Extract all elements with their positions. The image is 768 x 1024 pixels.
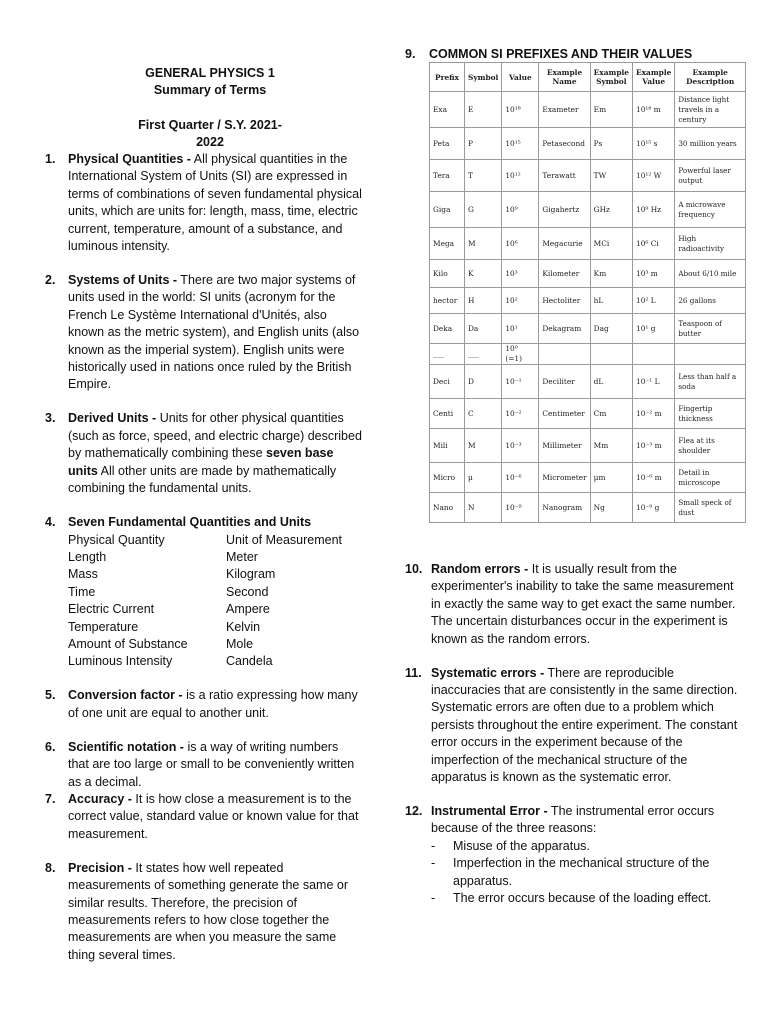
column-header: Example Symbol bbox=[590, 63, 632, 92]
example-name-cell: Exameter bbox=[539, 92, 590, 128]
prefix-row bbox=[430, 365, 746, 399]
term-precision bbox=[42, 860, 362, 964]
item-number: 7. bbox=[45, 791, 56, 806]
unit-header: Unit of Measurement bbox=[226, 532, 343, 547]
symbol-cell: Da bbox=[465, 314, 502, 344]
example-value-cell: 10⁻¹ L bbox=[633, 365, 675, 399]
example-symbol-cell bbox=[590, 344, 632, 365]
example-description-cell: Detail in microscope bbox=[675, 463, 746, 493]
example-name-cell: Dekagram bbox=[539, 314, 590, 344]
column-header: Prefix bbox=[430, 63, 465, 92]
prefix-row bbox=[430, 160, 746, 192]
term-instrumental-error bbox=[405, 803, 745, 907]
item-number: 1. bbox=[45, 152, 56, 166]
example-name-cell: Petasecond bbox=[539, 128, 590, 160]
term-definition: The instrumental error occurs because of the three reasons: bbox=[431, 804, 715, 836]
example-symbol-cell: dL bbox=[590, 365, 632, 399]
prefix-row bbox=[430, 463, 746, 493]
prefix-row bbox=[430, 192, 746, 228]
term-systems-of-units bbox=[42, 272, 362, 394]
prefix-row bbox=[430, 344, 746, 365]
example-name-cell: Megacurie bbox=[539, 228, 590, 260]
symbol-cell: T bbox=[465, 160, 502, 192]
prefix-cell: Deka bbox=[430, 314, 465, 344]
prefix-cell: Mili bbox=[430, 429, 465, 463]
unit-cell: Kelvin bbox=[226, 619, 261, 634]
prefix-cell: Kilo bbox=[430, 260, 465, 288]
example-description-cell bbox=[675, 344, 746, 365]
quantity-header: Physical Quantity bbox=[68, 532, 165, 547]
quantity-cell: Amount of Substance bbox=[68, 636, 188, 651]
reason-item bbox=[431, 890, 745, 907]
value-cell: 10⁻⁹ bbox=[502, 493, 539, 523]
item-number: 10. bbox=[405, 562, 423, 576]
example-description-cell: 30 million years bbox=[675, 128, 746, 160]
value-cell: 10¹⁵ bbox=[502, 128, 539, 160]
term-label: Instrumental Error - bbox=[431, 804, 548, 819]
term-label: Accuracy - bbox=[68, 791, 132, 806]
item-number: 12. bbox=[405, 804, 423, 819]
example-symbol-cell: Em bbox=[590, 92, 632, 128]
term-fundamental-quantities bbox=[42, 514, 362, 671]
prefix-cell: Deci bbox=[430, 365, 465, 399]
prefix-cell: Exa bbox=[430, 92, 465, 128]
reason-item bbox=[431, 838, 745, 855]
quantity-cell: Mass bbox=[68, 567, 98, 582]
prefix-row bbox=[430, 92, 746, 128]
section-title-text: COMMON SI PREFIXES AND THEIR VALUES bbox=[429, 47, 693, 61]
document-subtitle: Summary of Terms bbox=[153, 83, 267, 97]
reason-item bbox=[431, 855, 745, 890]
term-scientific-notation bbox=[42, 739, 362, 791]
example-value-cell: 10⁻² m bbox=[633, 399, 675, 429]
value-cell: 10⁻² bbox=[502, 399, 539, 429]
example-symbol-cell: Ng bbox=[590, 493, 632, 523]
term-definition: It states how well repeated measurements of something generate the same or similar results. Therefore, the precision of measurements refers to how close together the measurements are when you measure the same thing several times. bbox=[68, 860, 349, 962]
prefix-row bbox=[430, 288, 746, 314]
example-description-cell: 26 gallons bbox=[675, 288, 746, 314]
table-header-row bbox=[430, 63, 746, 92]
example-symbol-cell: Dag bbox=[590, 314, 632, 344]
value-cell: 10⁻⁶ bbox=[502, 463, 539, 493]
term-definition: There are reproducible inaccuracies that are consistently in the same direction. Systematic errors are often due to a problem which persists throughout the entire experiment. The constant error occurs in the experiment because of the imperfection of the mechanical structure of the apparatus is known as the systematic error. bbox=[431, 665, 738, 785]
dash-bullet: - bbox=[431, 838, 436, 853]
term-accuracy bbox=[42, 791, 362, 843]
column-header: Example Description bbox=[675, 63, 746, 92]
value-cell: 10³ bbox=[502, 260, 539, 288]
example-symbol-cell: Cm bbox=[590, 399, 632, 429]
example-symbol-cell: MCi bbox=[590, 228, 632, 260]
value-cell: 10⁰ (=1) bbox=[502, 344, 539, 365]
prefix-row bbox=[430, 429, 746, 463]
prefix-cell: hector bbox=[430, 288, 465, 314]
term-physical-quantities bbox=[42, 151, 362, 255]
example-name-cell: Gigahertz bbox=[539, 192, 590, 228]
prefix-row bbox=[430, 314, 746, 344]
item-number: 4. bbox=[45, 515, 56, 530]
term-label: Scientific notation - bbox=[68, 739, 184, 754]
example-description-cell: A microwave frequency bbox=[675, 192, 746, 228]
example-value-cell: 10⁻⁶ m bbox=[633, 463, 675, 493]
example-description-cell: Less than half a soda bbox=[675, 365, 746, 399]
example-name-cell: Hectoliter bbox=[539, 288, 590, 314]
example-symbol-cell: Mm bbox=[590, 429, 632, 463]
value-cell: 10⁶ bbox=[502, 228, 539, 260]
prefix-section-title bbox=[405, 47, 692, 61]
symbol-cell: E bbox=[465, 92, 502, 128]
term-definition-cont: All other units are made by mathematically combining the fundamental units. bbox=[68, 463, 337, 496]
dash-bullet: - bbox=[431, 856, 436, 871]
reason-text: Misuse of the apparatus. bbox=[453, 838, 590, 853]
example-name-cell: Terawatt bbox=[539, 160, 590, 192]
example-value-cell: 10¹² W bbox=[633, 160, 675, 192]
term-definition: There are two major systems of units used in the world: SI units (acronym for the French Le Système International d'Unités, also known as the metric system), and English units (also known as the imperial system). English units were historically used in nations once ruled by the British Empire. bbox=[68, 273, 360, 392]
example-description-cell: Fingertip thickness bbox=[675, 399, 746, 429]
prefix-cell: Giga bbox=[430, 192, 465, 228]
example-description-cell: Powerful laser output bbox=[675, 160, 746, 192]
prefix-cell: Nano bbox=[430, 493, 465, 523]
column-header: Value bbox=[502, 63, 539, 92]
symbol-cell: ___ bbox=[465, 344, 502, 365]
term-label: Conversion factor - bbox=[68, 688, 183, 703]
example-name-cell: Micrometer bbox=[539, 463, 590, 493]
right-column bbox=[405, 561, 745, 924]
term-definition: is a way of writing numbers that are too large or small to be conveniently written as a decimal. bbox=[68, 739, 355, 789]
unit-cell: Kilogram bbox=[226, 567, 276, 582]
unit-cell: Candela bbox=[226, 654, 273, 669]
term-label: Systematic errors - bbox=[431, 665, 545, 680]
term-conversion-factor bbox=[42, 687, 362, 722]
prefix-row bbox=[430, 228, 746, 260]
symbol-cell: µ bbox=[465, 463, 502, 493]
unit-cell: Meter bbox=[226, 549, 258, 564]
example-value-cell: 10¹ g bbox=[633, 314, 675, 344]
symbol-cell: C bbox=[465, 399, 502, 429]
reason-text: Imperfection in the mechanical structure of the apparatus. bbox=[453, 856, 710, 888]
term-systematic-errors bbox=[405, 665, 745, 787]
example-symbol-cell: Km bbox=[590, 260, 632, 288]
quantity-cell: Length bbox=[68, 549, 107, 564]
term-random-errors bbox=[405, 561, 745, 648]
example-value-cell: 10⁻⁹ g bbox=[633, 493, 675, 523]
item-number: 11. bbox=[405, 665, 422, 680]
symbol-cell: M bbox=[465, 429, 502, 463]
example-description-cell: Distance light travels in a century bbox=[675, 92, 746, 128]
value-cell: 10¹⁸ bbox=[502, 92, 539, 128]
si-prefix-table bbox=[429, 62, 746, 523]
prefix-cell: Centi bbox=[430, 399, 465, 429]
prefix-cell: ___ bbox=[430, 344, 465, 365]
example-value-cell: 10³ m bbox=[633, 260, 675, 288]
term-label: Systems of Units - bbox=[68, 273, 178, 288]
example-value-cell: 10⁶ Ci bbox=[633, 228, 675, 260]
example-value-cell: 10¹⁵ s bbox=[633, 128, 675, 160]
term-definition: All physical quantities in the International System of Units (SI) are expressed in terms of combinations of seven fundamental physical units, which are units for: length, mass, time, electric current, temperature, amount of a substance, and luminous intensity. bbox=[68, 152, 362, 254]
term-label: Precision - bbox=[68, 860, 132, 875]
unit-cell: Second bbox=[226, 584, 269, 599]
example-description-cell: Flea at its shoulder bbox=[675, 429, 746, 463]
term-label: Derived Units - bbox=[68, 411, 157, 426]
term-label: Physical Quantities - bbox=[68, 152, 191, 166]
example-value-cell bbox=[633, 344, 675, 365]
prefix-table-body bbox=[430, 92, 746, 523]
course-title: GENERAL PHYSICS 1 bbox=[145, 66, 275, 80]
term-emphasis: seven base units bbox=[68, 446, 334, 478]
term-definition: is a ratio expressing how many of one unit are equal to another unit. bbox=[68, 688, 358, 720]
prefix-cell: Peta bbox=[430, 128, 465, 160]
term-label: Random errors - bbox=[431, 562, 529, 576]
unit-cell: Ampere bbox=[226, 602, 270, 617]
value-cell: 10¹ bbox=[502, 314, 539, 344]
item-number: 9. bbox=[405, 47, 416, 61]
value-cell: 10⁻³ bbox=[502, 429, 539, 463]
value-cell: 10¹² bbox=[502, 160, 539, 192]
quantity-cell: Luminous Intensity bbox=[68, 654, 173, 669]
quarter-label: First Quarter / S.Y. 2021-2022 bbox=[138, 118, 282, 149]
example-description-cell: Teaspoon of butter bbox=[675, 314, 746, 344]
value-cell: 10⁻¹ bbox=[502, 365, 539, 399]
item-number: 2. bbox=[45, 273, 56, 288]
column-header: Example Value bbox=[633, 63, 675, 92]
term-definition: It is usually result from the experimenter's inability to take the same measurement in exactly the same way to get exact the same number. The uncertain disturbances occur in the experiment is known as the random errors. bbox=[431, 562, 736, 646]
term-label: Seven Fundamental Quantities and Units bbox=[68, 515, 312, 530]
prefix-row bbox=[430, 260, 746, 288]
column-header: Symbol bbox=[465, 63, 502, 92]
item-number: 8. bbox=[45, 860, 56, 875]
symbol-cell: K bbox=[465, 260, 502, 288]
item-number: 3. bbox=[45, 411, 56, 426]
example-name-cell: Centimeter bbox=[539, 399, 590, 429]
example-name-cell: Nanogram bbox=[539, 493, 590, 523]
example-name-cell bbox=[539, 344, 590, 365]
fundamental-quantities-table bbox=[68, 532, 362, 671]
term-derived-units bbox=[42, 410, 362, 497]
example-value-cell: 10² L bbox=[633, 288, 675, 314]
example-symbol-cell: hL bbox=[590, 288, 632, 314]
example-value-cell: 10¹⁸ m bbox=[633, 92, 675, 128]
example-symbol-cell: Ps bbox=[590, 128, 632, 160]
prefix-cell: Tera bbox=[430, 160, 465, 192]
example-symbol-cell: TW bbox=[590, 160, 632, 192]
example-symbol-cell: µm bbox=[590, 463, 632, 493]
example-name-cell: Kilometer bbox=[539, 260, 590, 288]
example-description-cell: Small speck of dust bbox=[675, 493, 746, 523]
value-cell: 10² bbox=[502, 288, 539, 314]
example-symbol-cell: GHz bbox=[590, 192, 632, 228]
prefix-row bbox=[430, 493, 746, 523]
prefix-row bbox=[430, 128, 746, 160]
example-name-cell: Millimeter bbox=[539, 429, 590, 463]
quantity-cell: Electric Current bbox=[68, 602, 155, 617]
term-definition: Units for other physical quantities (such as force, speed, and electric charge) described by mathematically combining these bbox=[68, 411, 362, 461]
prefix-row bbox=[430, 399, 746, 429]
symbol-cell: M bbox=[465, 228, 502, 260]
symbol-cell: D bbox=[465, 365, 502, 399]
prefix-cell: Micro bbox=[430, 463, 465, 493]
item-number: 5. bbox=[45, 688, 56, 703]
reason-text: The error occurs because of the loading effect. bbox=[453, 891, 712, 906]
unit-cell: Mole bbox=[226, 636, 254, 651]
term-definition: It is how close a measurement is to the correct value, standard value or known value for that measurement. bbox=[68, 791, 359, 841]
value-cell: 10⁹ bbox=[502, 192, 539, 228]
symbol-cell: N bbox=[465, 493, 502, 523]
dash-bullet: - bbox=[431, 891, 436, 906]
quantity-cell: Time bbox=[68, 584, 96, 599]
quantity-cell: Temperature bbox=[68, 619, 139, 634]
example-description-cell: High radioactivity bbox=[675, 228, 746, 260]
symbol-cell: G bbox=[465, 192, 502, 228]
example-value-cell: 10⁻³ m bbox=[633, 429, 675, 463]
column-header: Example Name bbox=[539, 63, 590, 92]
item-number: 6. bbox=[45, 739, 56, 754]
example-description-cell: About 6/10 mile bbox=[675, 260, 746, 288]
left-column bbox=[42, 151, 362, 981]
prefix-cell: Mega bbox=[430, 228, 465, 260]
example-value-cell: 10⁹ Hz bbox=[633, 192, 675, 228]
symbol-cell: H bbox=[465, 288, 502, 314]
example-name-cell: Deciliter bbox=[539, 365, 590, 399]
symbol-cell: P bbox=[465, 128, 502, 160]
